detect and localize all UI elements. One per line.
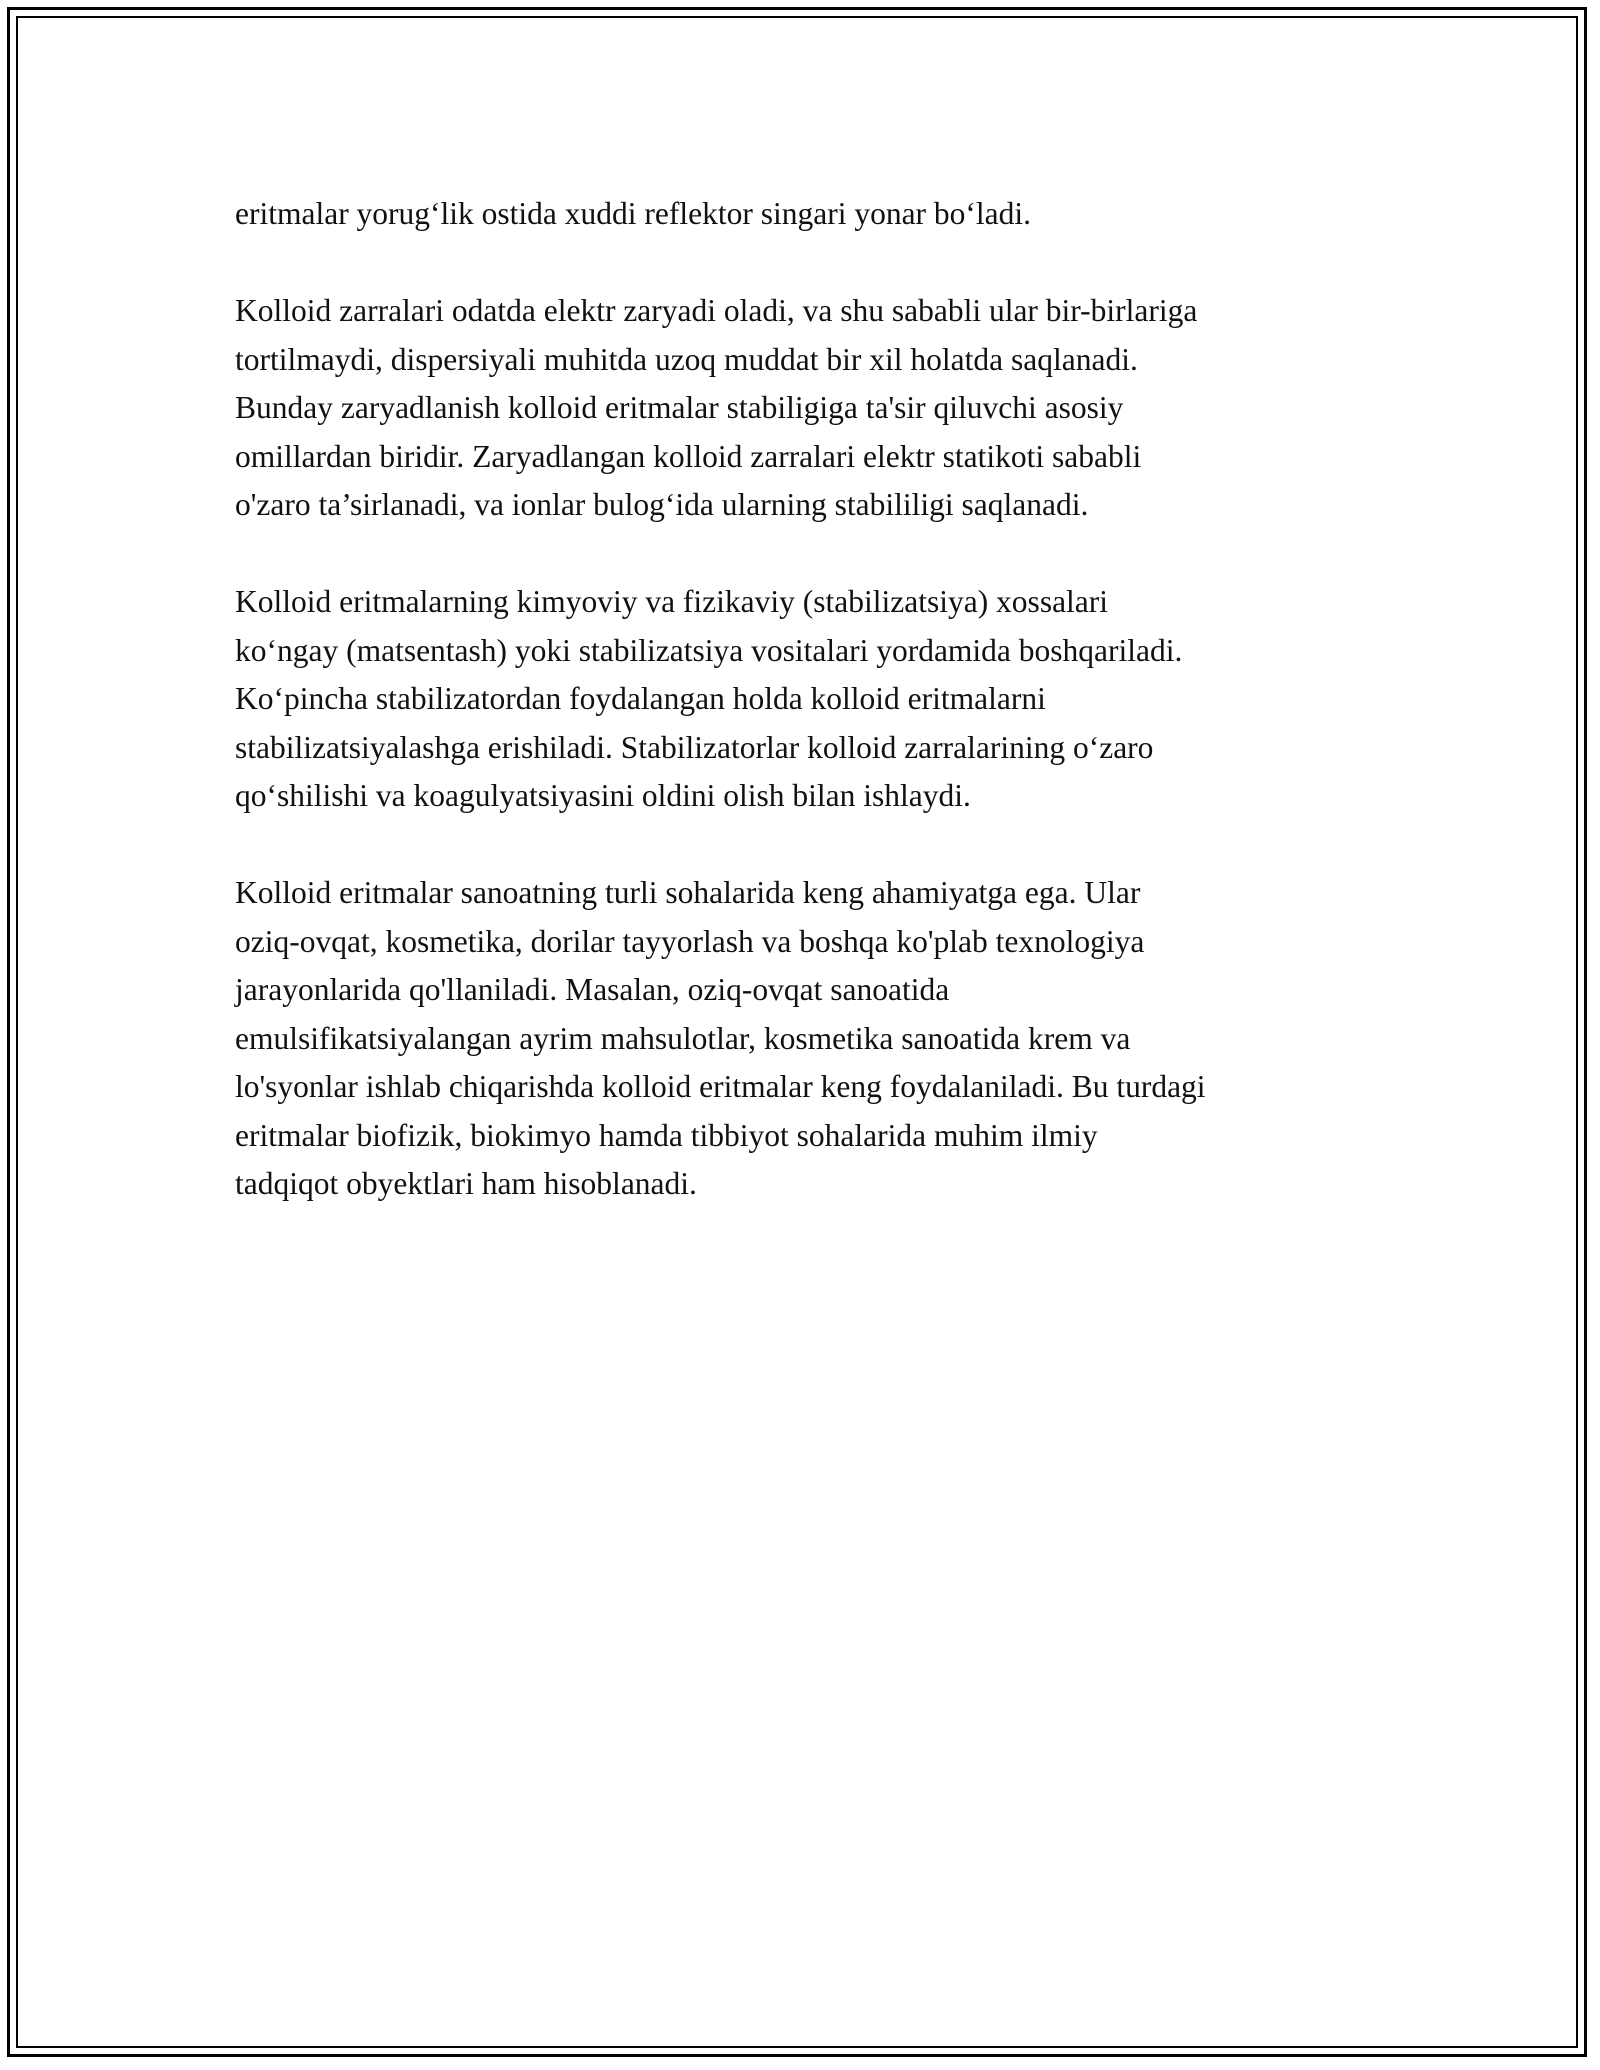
- paragraph-2: Kolloid zarralari odatda elektr zaryadi oladi, va shu sababli ular bir-birlariga tortilmaydi, dispersiyali muhitda uzoq muddat bir xil holatda saqlanadi. Bunday zaryadlanish kolloid eritmalar stabiligiga ta'sir qiluvchi asosiy omillardan biridir. Zaryadlangan kolloid zarralari elektr statikoti sababli o'zaro ta’sirlanadi, va ionlar bulog‘ida ularning stabililigi saqlanadi.: [235, 293, 1198, 522]
- document-body: [235, 190, 1395, 1257]
- paragraph-1: eritmalar yorug‘lik ostida xuddi reflektor singari yonar bo‘ladi.: [235, 196, 1032, 231]
- paragraph-4: Kolloid eritmalar sanoatning turli sohalarida keng ahamiyatga ega. Ular oziq-ovqat, kosmetika, dorilar tayyorlash va boshqa ko'plab texnologiya jarayonlarida qo'llaniladi. Masalan, oziq-ovqat sanoatida emulsifikatsiyalangan ayrim mahsulotlar, kosmetika sanoatida krem va lo'syonlar ishlab chiqarishda kolloid eritmalar keng foydalaniladi. Bu turdagi eritmalar biofizik, biokimyo hamda tibbiyot sohalarida muhim ilmiy tadqiqot obyektlari ham hisoblanadi.: [235, 875, 1206, 1201]
- paragraph-3: Kolloid eritmalarning kimyoviy va fizikaviy (stabilizatsiya) xossalari ko‘ngay (matsentash) yoki stabilizatsiya vositalari yordamida boshqariladi. Ko‘pincha stabilizatordan foydalangan holda kolloid eritmalarni stabilizatsiyalashga erishiladi. Stabilizatorlar kolloid zarralarining o‘zaro qo‘shilishi va koagulyatsiyasini oldini olish bilan ishlaydi.: [235, 584, 1183, 813]
